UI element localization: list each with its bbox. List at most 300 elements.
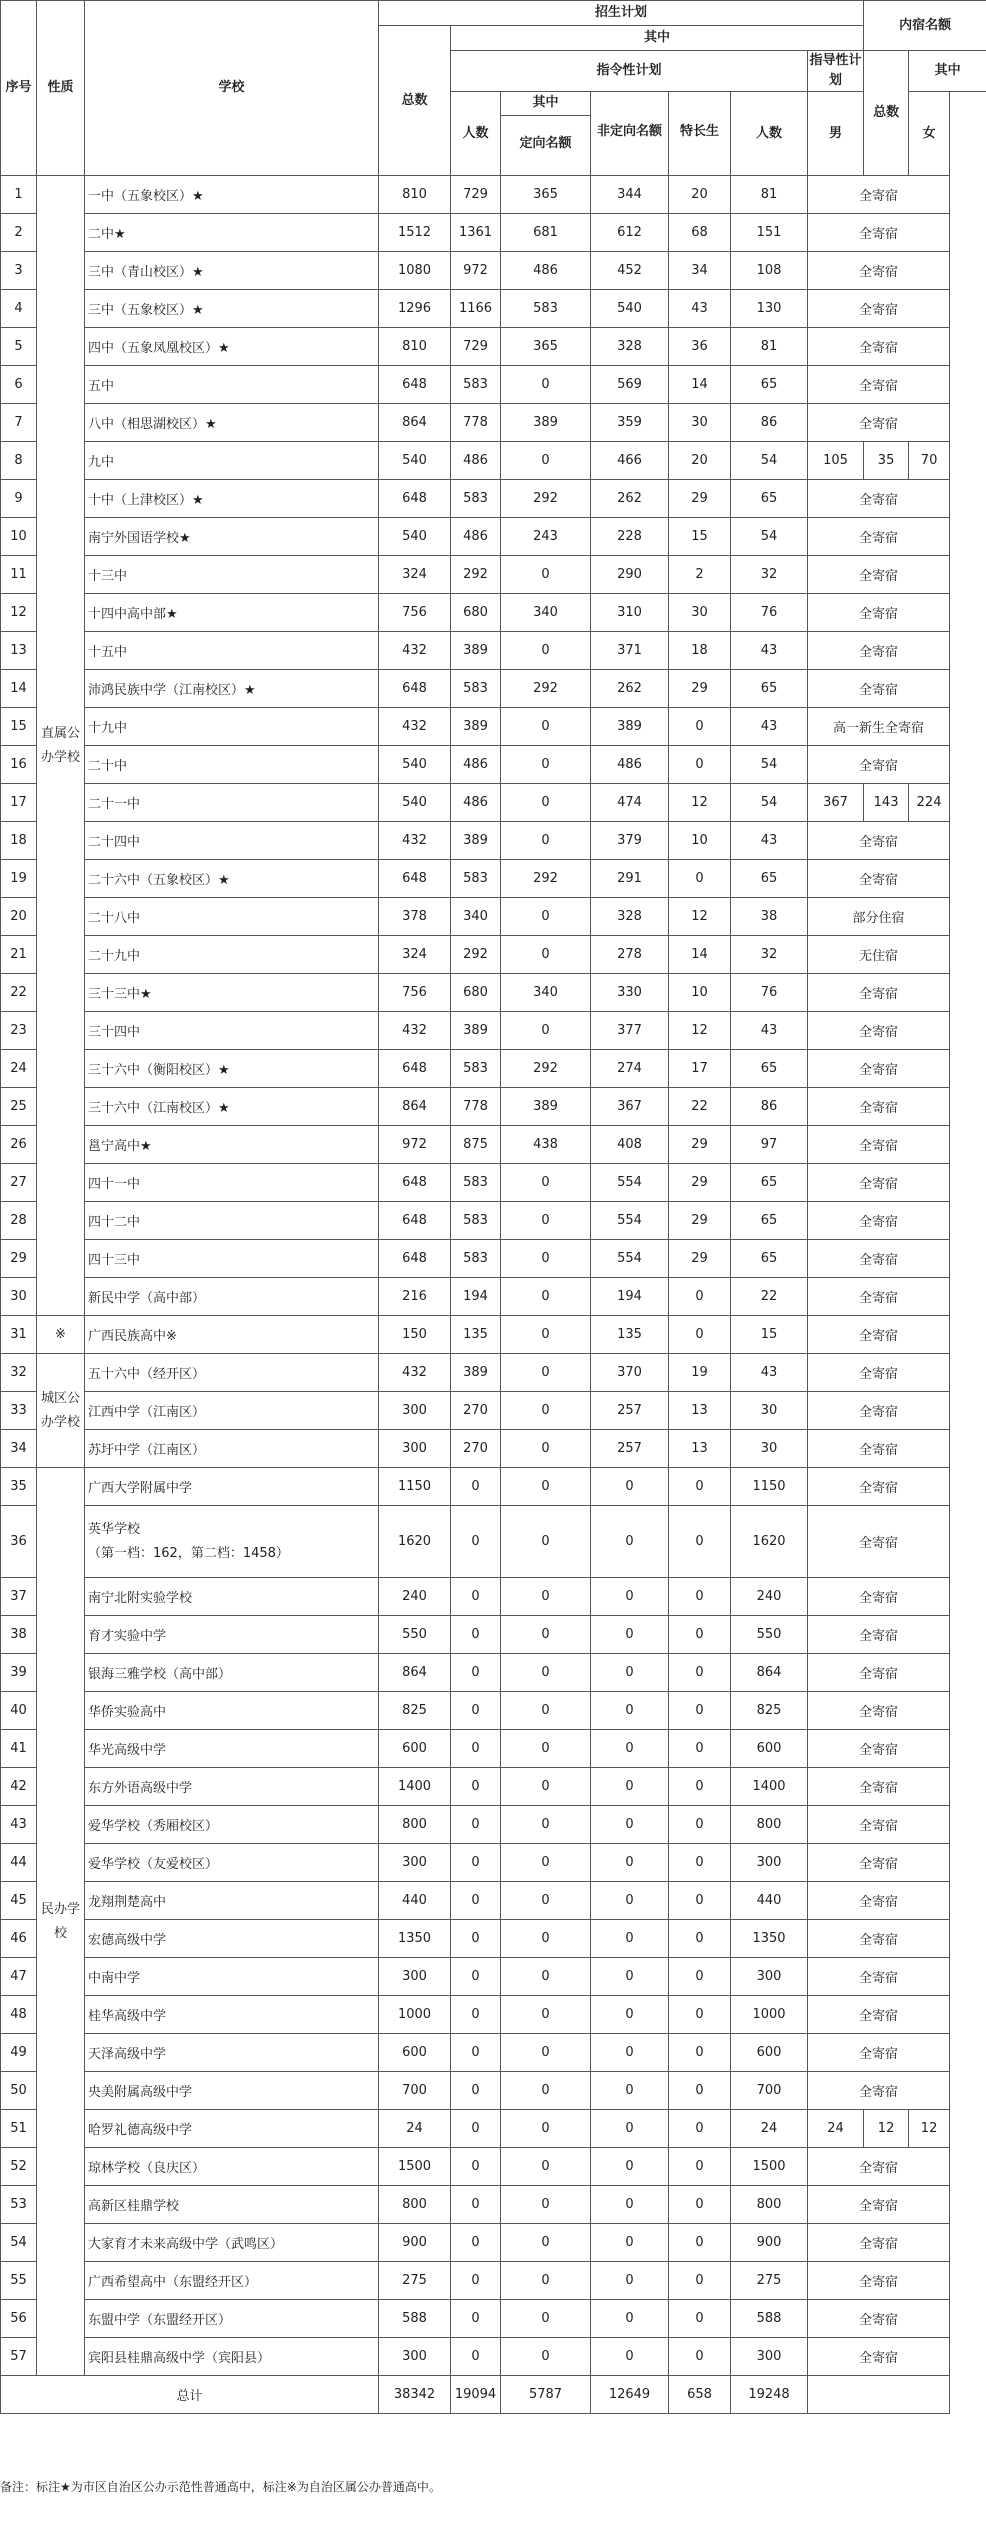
row-school: 十五中 — [85, 632, 379, 670]
row-guiding: 300 — [731, 1958, 808, 1996]
row-non-oriented: 274 — [591, 1050, 669, 1088]
row-guiding: 15 — [731, 1316, 808, 1354]
row-boarding: 全寄宿 — [808, 1996, 950, 2034]
row-seq: 56 — [1, 2300, 37, 2338]
row-directive-count: 0 — [451, 1996, 501, 2034]
row-total: 972 — [379, 1126, 451, 1164]
row-boarding-male: 35 — [864, 442, 909, 480]
row-guiding: 300 — [731, 1844, 808, 1882]
row-oriented: 389 — [501, 404, 591, 442]
table-row — [1, 366, 986, 404]
table-row — [1, 1164, 986, 1202]
row-total: 648 — [379, 1050, 451, 1088]
row-seq: 54 — [1, 2224, 37, 2262]
row-directive-count: 778 — [451, 1088, 501, 1126]
row-non-oriented: 0 — [591, 1730, 669, 1768]
row-guiding: 1500 — [731, 2148, 808, 2186]
row-specialty: 0 — [669, 860, 731, 898]
row-school: 东盟中学（东盟经开区） — [85, 2300, 379, 2338]
row-total: 432 — [379, 1012, 451, 1050]
row-oriented: 365 — [501, 176, 591, 214]
row-specialty: 0 — [669, 2186, 731, 2224]
row-guiding: 1350 — [731, 1920, 808, 1958]
table-row — [1, 328, 986, 366]
row-school: 爱华学校（友爱校区） — [85, 1844, 379, 1882]
row-seq: 7 — [1, 404, 37, 442]
row-oriented: 0 — [501, 1768, 591, 1806]
row-seq: 27 — [1, 1164, 37, 1202]
row-school: 二十四中 — [85, 822, 379, 860]
row-directive-count: 389 — [451, 708, 501, 746]
row-boarding: 全寄宿 — [808, 2338, 950, 2376]
row-guiding: 54 — [731, 784, 808, 822]
row-school: 八中（相思湖校区）★ — [85, 404, 379, 442]
row-boarding-female: 224 — [909, 784, 950, 822]
row-seq: 2 — [1, 214, 37, 252]
row-directive-count: 194 — [451, 1278, 501, 1316]
header-non-oriented — [591, 92, 669, 176]
row-directive-count: 486 — [451, 746, 501, 784]
row-total: 300 — [379, 1844, 451, 1882]
table-row — [1, 1958, 986, 1996]
row-oriented: 486 — [501, 252, 591, 290]
row-directive-count: 1361 — [451, 214, 501, 252]
row-boarding-female: 70 — [909, 442, 950, 480]
row-specialty: 0 — [669, 1616, 731, 1654]
row-seq: 21 — [1, 936, 37, 974]
row-seq: 15 — [1, 708, 37, 746]
row-seq: 1 — [1, 176, 37, 214]
row-specialty: 14 — [669, 366, 731, 404]
row-school: 中南中学 — [85, 1958, 379, 1996]
row-seq: 24 — [1, 1050, 37, 1088]
row-non-oriented: 389 — [591, 708, 669, 746]
row-boarding: 全寄宿 — [808, 2186, 950, 2224]
table-row — [1, 1506, 986, 1578]
row-school: 四十一中 — [85, 1164, 379, 1202]
table-row — [1, 518, 986, 556]
row-boarding: 全寄宿 — [808, 1730, 950, 1768]
row-school: 九中 — [85, 442, 379, 480]
row-specialty: 0 — [669, 2300, 731, 2338]
row-non-oriented: 486 — [591, 746, 669, 784]
row-non-oriented: 554 — [591, 1240, 669, 1278]
header-directive-count: 人数 — [451, 92, 501, 176]
row-seq: 50 — [1, 2072, 37, 2110]
row-specialty: 0 — [669, 708, 731, 746]
row-school: 十四中高中部★ — [85, 594, 379, 632]
row-non-oriented: 257 — [591, 1430, 669, 1468]
row-specialty: 0 — [669, 1692, 731, 1730]
row-directive-count: 0 — [451, 2224, 501, 2262]
row-total: 600 — [379, 1730, 451, 1768]
row-non-oriented: 0 — [591, 1616, 669, 1654]
row-specialty: 29 — [669, 480, 731, 518]
row-school-note: （第一档：162，第二档：1458） — [88, 1545, 289, 1561]
row-specialty: 0 — [669, 1468, 731, 1506]
row-boarding: 全寄宿 — [808, 746, 950, 784]
row-specialty: 17 — [669, 1050, 731, 1088]
row-boarding-total: 24 — [808, 2110, 864, 2148]
row-directive-count: 875 — [451, 1126, 501, 1164]
row-guiding: 24 — [731, 2110, 808, 2148]
row-oriented: 340 — [501, 974, 591, 1012]
row-total: 240 — [379, 1578, 451, 1616]
row-total: 1620 — [379, 1506, 451, 1578]
row-total: 648 — [379, 1164, 451, 1202]
row-oriented: 389 — [501, 1088, 591, 1126]
table-row — [1, 2186, 986, 2224]
row-boarding: 全寄宿 — [808, 1050, 950, 1088]
row-guiding: 130 — [731, 290, 808, 328]
row-boarding: 全寄宿 — [808, 632, 950, 670]
row-total: 275 — [379, 2262, 451, 2300]
row-non-oriented: 0 — [591, 1506, 669, 1578]
row-school: 四中（五象凤凰校区）★ — [85, 328, 379, 366]
row-specialty: 0 — [669, 1920, 731, 1958]
table-row — [1, 1654, 986, 1692]
row-school: 二十六中（五象校区）★ — [85, 860, 379, 898]
row-non-oriented: 0 — [591, 2034, 669, 2072]
row-school: 广西民族高中※ — [85, 1316, 379, 1354]
row-specialty: 36 — [669, 328, 731, 366]
row-school: 华光高级中学 — [85, 1730, 379, 1768]
row-non-oriented: 612 — [591, 214, 669, 252]
row-seq: 36 — [1, 1506, 37, 1578]
row-total: 864 — [379, 404, 451, 442]
row-boarding: 全寄宿 — [808, 1654, 950, 1692]
row-specialty: 34 — [669, 252, 731, 290]
table-row — [1, 1354, 986, 1392]
row-guiding: 300 — [731, 2338, 808, 2376]
row-specialty: 30 — [669, 594, 731, 632]
table-row — [1, 822, 986, 860]
table-row — [1, 2300, 986, 2338]
nature-private: 民办学校 — [37, 1468, 85, 2376]
table-row — [1, 670, 986, 708]
row-guiding: 43 — [731, 632, 808, 670]
row-school: 南宁外国语学校★ — [85, 518, 379, 556]
row-school: 桂华高级中学 — [85, 1996, 379, 2034]
row-total: 1400 — [379, 1768, 451, 1806]
row-school: 央美附属高级中学 — [85, 2072, 379, 2110]
row-boarding: 全寄宿 — [808, 1920, 950, 1958]
row-non-oriented: 278 — [591, 936, 669, 974]
header-oriented-label: 定向名额 — [519, 136, 572, 151]
row-seq: 12 — [1, 594, 37, 632]
row-boarding: 全寄宿 — [808, 1126, 950, 1164]
row-seq: 35 — [1, 1468, 37, 1506]
row-school: 三中（青山校区）★ — [85, 252, 379, 290]
row-directive-count: 583 — [451, 366, 501, 404]
row-directive-count: 0 — [451, 2148, 501, 2186]
row-oriented: 0 — [501, 1844, 591, 1882]
table-row — [1, 2148, 986, 2186]
row-non-oriented: 0 — [591, 2262, 669, 2300]
row-school: 邕宁高中★ — [85, 1126, 379, 1164]
row-total: 648 — [379, 1240, 451, 1278]
row-guiding: 54 — [731, 442, 808, 480]
table-row — [1, 1768, 986, 1806]
table-row — [1, 860, 986, 898]
row-school: 琼林学校（良庆区） — [85, 2148, 379, 2186]
row-oriented: 340 — [501, 594, 591, 632]
row-school: 苏圩中学（江南区） — [85, 1430, 379, 1468]
row-seq: 42 — [1, 1768, 37, 1806]
row-seq: 39 — [1, 1654, 37, 1692]
row-boarding-female: 12 — [909, 2110, 950, 2148]
table-row — [1, 974, 986, 1012]
row-directive-count: 778 — [451, 404, 501, 442]
table-row — [1, 290, 986, 328]
table-row — [1, 2034, 986, 2072]
row-guiding: 30 — [731, 1430, 808, 1468]
row-specialty: 12 — [669, 898, 731, 936]
row-directive-count: 135 — [451, 1316, 501, 1354]
row-non-oriented: 0 — [591, 2300, 669, 2338]
row-total: 810 — [379, 328, 451, 366]
row-boarding: 全寄宿 — [808, 2148, 950, 2186]
row-school: 华侨实验高中 — [85, 1692, 379, 1730]
row-directive-count: 1166 — [451, 290, 501, 328]
row-guiding: 825 — [731, 1692, 808, 1730]
row-total: 648 — [379, 480, 451, 518]
table-row — [1, 1316, 986, 1354]
row-school: 十中（上津校区）★ — [85, 480, 379, 518]
row-school: 二十中 — [85, 746, 379, 784]
row-school: 四十二中 — [85, 1202, 379, 1240]
row-specialty: 68 — [669, 214, 731, 252]
row-seq: 8 — [1, 442, 37, 480]
row-boarding-total: 105 — [808, 442, 864, 480]
row-non-oriented: 359 — [591, 404, 669, 442]
totals-guiding: 19248 — [731, 2376, 808, 2414]
row-guiding: 43 — [731, 1012, 808, 1050]
row-oriented: 583 — [501, 290, 591, 328]
row-school: 哈罗礼德高级中学 — [85, 2110, 379, 2148]
row-specialty: 20 — [669, 176, 731, 214]
row-directive-count: 0 — [451, 2300, 501, 2338]
footnote: 备注：标注★为市区自治区公办示范性普通高中，标注※为自治区属公办普通高中。 — [0, 2480, 441, 2494]
row-directive-count: 583 — [451, 1164, 501, 1202]
row-boarding-male: 12 — [864, 2110, 909, 2148]
row-non-oriented: 408 — [591, 1126, 669, 1164]
row-oriented: 681 — [501, 214, 591, 252]
table-row — [1, 1692, 986, 1730]
row-seq: 9 — [1, 480, 37, 518]
row-guiding: 86 — [731, 1088, 808, 1126]
row-seq: 10 — [1, 518, 37, 556]
row-seq: 4 — [1, 290, 37, 328]
table-row — [1, 1392, 986, 1430]
table-row — [1, 1616, 986, 1654]
row-school — [85, 1506, 379, 1578]
row-oriented: 0 — [501, 442, 591, 480]
row-oriented: 0 — [501, 822, 591, 860]
table-row — [1, 1088, 986, 1126]
table-row — [1, 1012, 986, 1050]
row-oriented: 292 — [501, 1050, 591, 1088]
row-school: 广西大学附属中学 — [85, 1468, 379, 1506]
row-specialty: 15 — [669, 518, 731, 556]
row-directive-count: 0 — [451, 1506, 501, 1578]
row-directive-count: 583 — [451, 860, 501, 898]
row-non-oriented: 0 — [591, 1806, 669, 1844]
row-directive-count: 0 — [451, 1468, 501, 1506]
row-specialty: 18 — [669, 632, 731, 670]
row-total: 550 — [379, 1616, 451, 1654]
row-oriented: 0 — [501, 1506, 591, 1578]
header-specialty-label: 特长生 — [679, 123, 719, 139]
row-total: 1350 — [379, 1920, 451, 1958]
row-total: 540 — [379, 784, 451, 822]
row-boarding: 全寄宿 — [808, 1768, 950, 1806]
table-row — [1, 1050, 986, 1088]
header-guiding: 指导性计划 — [808, 51, 864, 92]
row-boarding: 全寄宿 — [808, 1806, 950, 1844]
row-school: 十三中 — [85, 556, 379, 594]
row-directive-count: 583 — [451, 1050, 501, 1088]
row-oriented: 438 — [501, 1126, 591, 1164]
row-guiding: 700 — [731, 2072, 808, 2110]
row-school: 三中（五象校区）★ — [85, 290, 379, 328]
header-seq: 序号 — [1, 1, 37, 176]
row-school: 爱华学校（秀厢校区） — [85, 1806, 379, 1844]
row-oriented: 0 — [501, 1958, 591, 1996]
row-directive-count: 0 — [451, 1768, 501, 1806]
row-school: 三十六中（江南校区）★ — [85, 1088, 379, 1126]
totals-row — [1, 2376, 986, 2414]
totals-count: 19094 — [451, 2376, 501, 2414]
row-boarding-total: 367 — [808, 784, 864, 822]
row-non-oriented: 0 — [591, 1692, 669, 1730]
row-specialty: 2 — [669, 556, 731, 594]
totals-specialty: 658 — [669, 2376, 731, 2414]
row-non-oriented: 569 — [591, 366, 669, 404]
row-school: 宾阳县桂鼎高级中学（宾阳县） — [85, 2338, 379, 2376]
row-seq: 16 — [1, 746, 37, 784]
row-specialty: 0 — [669, 1316, 731, 1354]
row-directive-count: 389 — [451, 822, 501, 860]
table-row — [1, 2072, 986, 2110]
table-row — [1, 632, 986, 670]
table-row — [1, 1996, 986, 2034]
row-non-oriented: 0 — [591, 2110, 669, 2148]
row-oriented: 0 — [501, 1578, 591, 1616]
row-guiding: 588 — [731, 2300, 808, 2338]
row-oriented: 0 — [501, 1996, 591, 2034]
row-seq: 29 — [1, 1240, 37, 1278]
row-directive-count: 0 — [451, 1844, 501, 1882]
row-guiding: 76 — [731, 594, 808, 632]
row-specialty: 20 — [669, 442, 731, 480]
row-total: 864 — [379, 1088, 451, 1126]
row-directive-count: 389 — [451, 632, 501, 670]
row-guiding: 600 — [731, 1730, 808, 1768]
row-total: 432 — [379, 708, 451, 746]
row-specialty: 0 — [669, 1844, 731, 1882]
totals-boarding-empty — [808, 2376, 950, 2414]
row-seq: 48 — [1, 1996, 37, 2034]
row-guiding: 65 — [731, 366, 808, 404]
row-guiding: 43 — [731, 1354, 808, 1392]
row-non-oriented: 0 — [591, 2186, 669, 2224]
row-seq: 11 — [1, 556, 37, 594]
row-specialty: 10 — [669, 974, 731, 1012]
row-boarding: 部分住宿 — [808, 898, 950, 936]
row-boarding: 全寄宿 — [808, 480, 950, 518]
table-row — [1, 2262, 986, 2300]
table-row — [1, 1126, 986, 1164]
row-boarding: 全寄宿 — [808, 1616, 950, 1654]
row-boarding: 全寄宿 — [808, 214, 950, 252]
row-directive-count: 486 — [451, 442, 501, 480]
row-total: 24 — [379, 2110, 451, 2148]
row-guiding: 65 — [731, 1050, 808, 1088]
row-specialty: 0 — [669, 1958, 731, 1996]
row-oriented: 0 — [501, 1012, 591, 1050]
row-seq: 44 — [1, 1844, 37, 1882]
row-non-oriented: 371 — [591, 632, 669, 670]
row-guiding: 1150 — [731, 1468, 808, 1506]
row-total: 648 — [379, 670, 451, 708]
row-seq: 51 — [1, 2110, 37, 2148]
totals-non-oriented: 12649 — [591, 2376, 669, 2414]
row-total: 700 — [379, 2072, 451, 2110]
table-row — [1, 2110, 986, 2148]
row-school: 五中 — [85, 366, 379, 404]
row-seq: 43 — [1, 1806, 37, 1844]
row-specialty: 0 — [669, 1578, 731, 1616]
row-total: 300 — [379, 2338, 451, 2376]
row-oriented: 0 — [501, 1240, 591, 1278]
row-guiding: 65 — [731, 1202, 808, 1240]
row-non-oriented: 0 — [591, 1468, 669, 1506]
row-school: 四十三中 — [85, 1240, 379, 1278]
row-guiding: 240 — [731, 1578, 808, 1616]
row-total: 756 — [379, 974, 451, 1012]
row-specialty: 0 — [669, 1506, 731, 1578]
row-directive-count: 0 — [451, 1692, 501, 1730]
row-boarding: 全寄宿 — [808, 1164, 950, 1202]
row-guiding: 76 — [731, 974, 808, 1012]
row-guiding: 86 — [731, 404, 808, 442]
row-directive-count: 0 — [451, 2338, 501, 2376]
row-specialty: 29 — [669, 1164, 731, 1202]
row-specialty: 0 — [669, 1882, 731, 1920]
row-non-oriented: 262 — [591, 480, 669, 518]
row-directive-count: 389 — [451, 1012, 501, 1050]
table-row — [1, 1240, 986, 1278]
row-guiding: 65 — [731, 1164, 808, 1202]
row-total: 648 — [379, 1202, 451, 1240]
row-non-oriented: 0 — [591, 1920, 669, 1958]
table-row — [1, 1278, 986, 1316]
row-non-oriented: 452 — [591, 252, 669, 290]
row-directive-count: 0 — [451, 1882, 501, 1920]
row-directive-count: 486 — [451, 518, 501, 556]
header-oriented — [501, 92, 591, 176]
nature-direct: 直属公办学校 — [37, 176, 85, 1316]
row-guiding: 65 — [731, 860, 808, 898]
nature-special: ※ — [37, 1316, 85, 1354]
table-row — [1, 1920, 986, 1958]
row-oriented: 0 — [501, 2110, 591, 2148]
row-oriented: 0 — [501, 2300, 591, 2338]
row-guiding: 32 — [731, 936, 808, 974]
row-non-oriented: 379 — [591, 822, 669, 860]
row-boarding: 全寄宿 — [808, 860, 950, 898]
